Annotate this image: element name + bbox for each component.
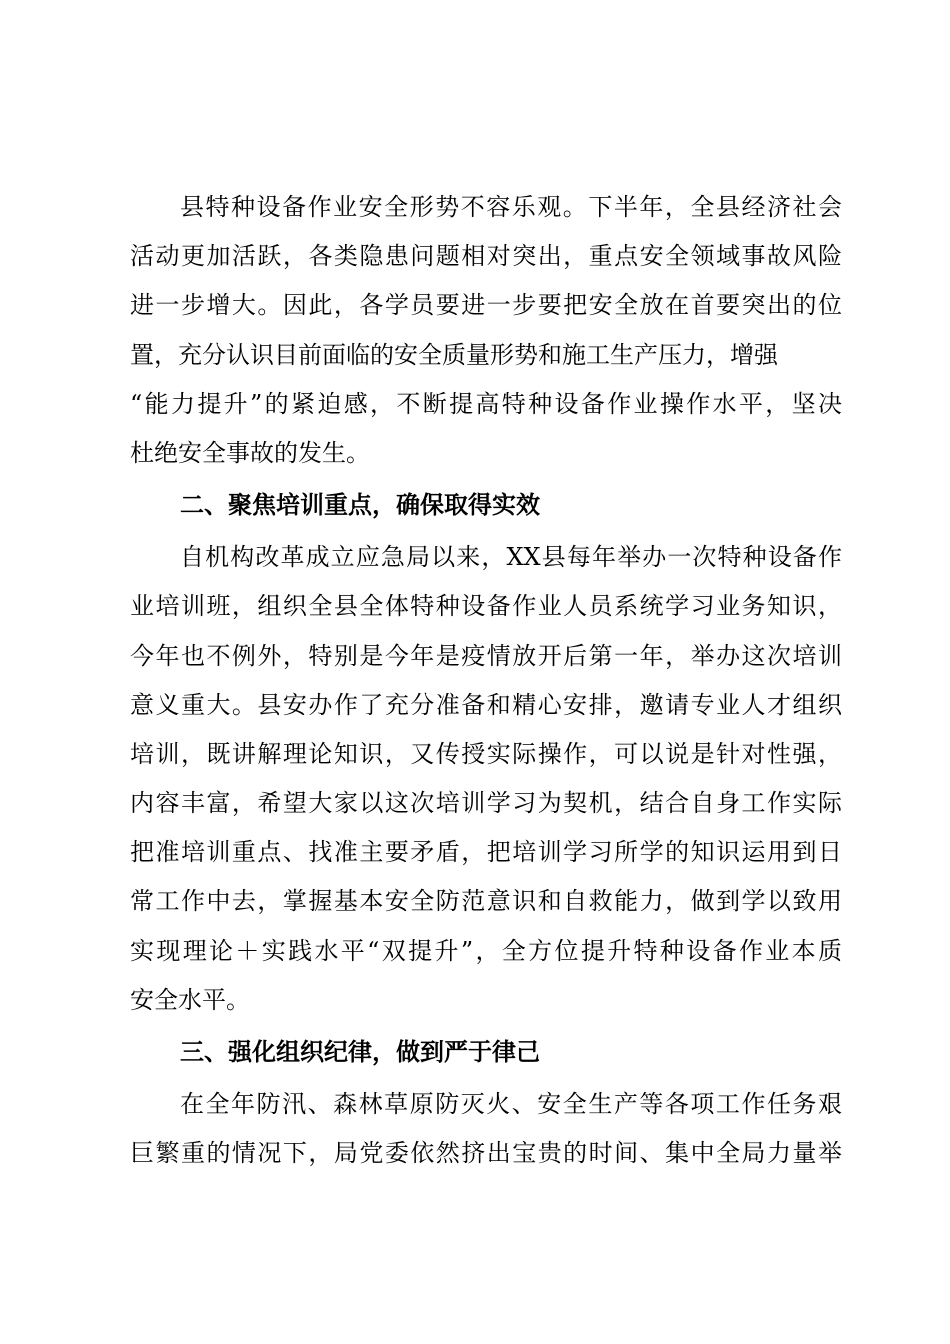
- paragraph-line: 县特种设备作业安全形势不容乐观。下半年，全县经济社会: [180, 193, 842, 221]
- paragraph-line: 把准培训重点、找准主要矛盾，把培训学习所学的知识运用到日: [130, 838, 842, 867]
- section-heading-2: 二、聚焦培训重点，确保取得实效: [180, 491, 540, 520]
- paragraph-line: 今年也不例外，特别是今年是疫情放开后第一年，举办这次培训: [130, 641, 842, 670]
- paragraph-line: 培训，既讲解理论知识，又传授实际操作，可以说是针对性强，: [130, 739, 842, 768]
- paragraph-line: 业培训班，组织全县全体特种设备作业人员系统学习业务知识，: [130, 592, 842, 621]
- paragraph-line: 常工作中去，掌握基本安全防范意识和自救能力，做到学以致用: [130, 887, 842, 916]
- section-3-paragraph: [130, 1080, 842, 1178]
- paragraph-line: 意义重大。县安办作了充分准备和精心安排，邀请专业人才组织: [130, 690, 842, 719]
- paragraph-line: 自机构改革成立应急局以来，XX县每年举办一次特种设备作: [180, 543, 842, 572]
- document-page: [130, 183, 842, 1178]
- paragraph-line: 置，充分认识目前面临的安全质量形势和施工生产压力，增强: [130, 340, 778, 369]
- paragraph-line: 内容丰富，希望大家以这次培训学习为契机，结合自身工作实际: [130, 789, 842, 818]
- paragraph-line: “能力提升”的紧迫感，不断提高特种设备作业操作水平，坚决: [130, 389, 842, 418]
- paragraph-line: 杜绝安全事故的发生。: [130, 438, 370, 467]
- paragraph-line: 活动更加活跃，各类隐患问题相对突出，重点安全领域事故风险: [130, 242, 842, 271]
- paragraph-continuation: [130, 183, 842, 478]
- paragraph-line: 实现理论＋实践水平“双提升”，全方位提升特种设备作业本质: [130, 936, 842, 965]
- section-2-paragraph: [130, 533, 842, 1025]
- paragraph-line: 在全年防汛、森林草原防灭火、安全生产等各项工作任务艰: [180, 1090, 842, 1118]
- paragraph-line: 巨繁重的情况下，局党委依然挤出宝贵的时间、集中全局力量举: [130, 1139, 842, 1168]
- section-heading-3: 三、强化组织纪律，做到严于律己: [180, 1038, 540, 1066]
- paragraph-line: 进一步增大。因此，各学员要进一步要把安全放在首要突出的位: [130, 291, 842, 320]
- paragraph-line: 安全水平。: [130, 985, 250, 1014]
